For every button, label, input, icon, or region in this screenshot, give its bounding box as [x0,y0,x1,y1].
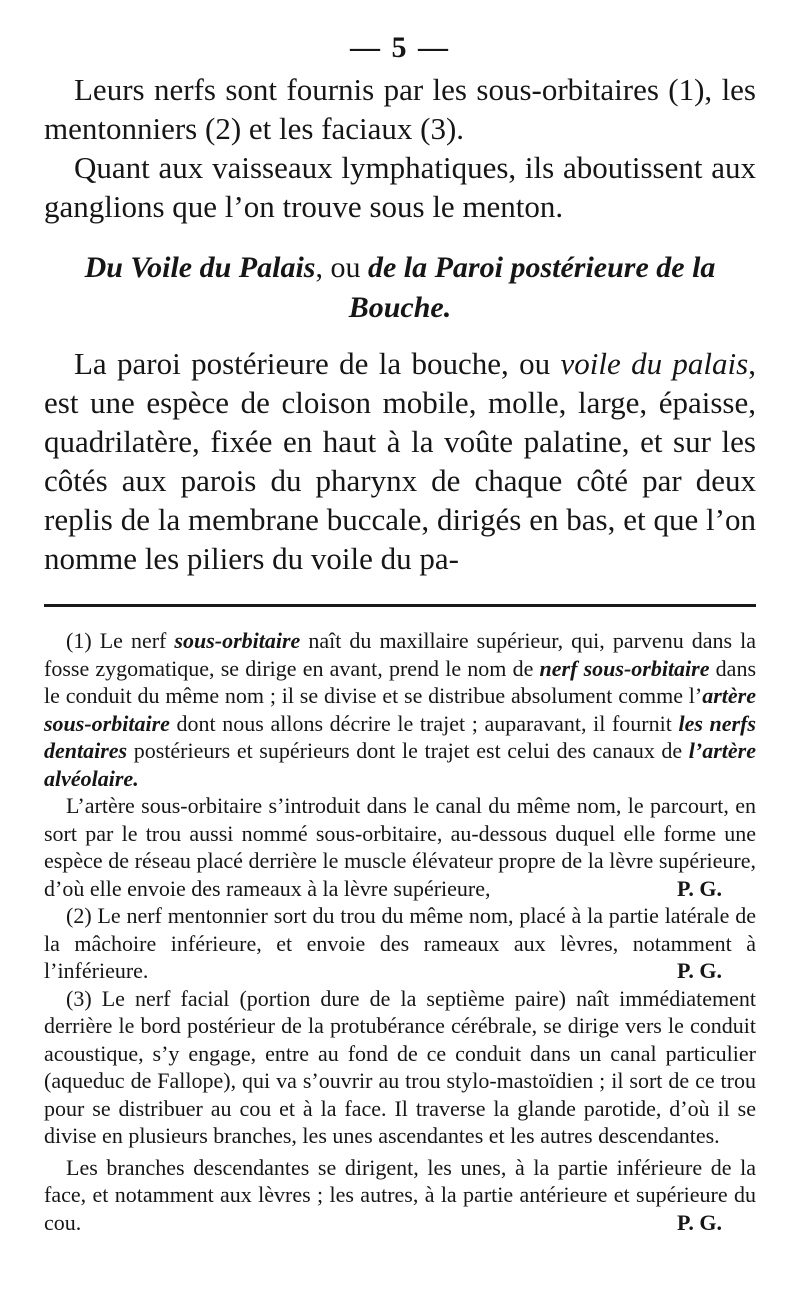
fn2-signature: P. G. [676,958,722,983]
section-title [44,248,756,328]
footnote-3 [44,985,756,1150]
footnote-1-continuation [44,792,756,902]
voile-term: voile du palais [560,346,749,381]
footnote-3-continuation [44,1154,756,1237]
fn1-em2: nerf sous-orbitaire [539,655,710,681]
fn1-em1: sous-orbitaire [174,628,301,653]
fn1-signature: P. G. [676,875,722,901]
paragraph-lymphatics: Quant aux vaisseaux lymphatiques, ils aboutissent aux ganglions que l’on trouve sous le menton. [44,150,756,224]
footnote-divider [44,604,756,607]
fn3-sub: Les branches descendantes se dirigent, les unes, à la partie inférieure de la face, et notamment aux lèvres ; les autres, à la partie antérieure et supérieure du cou. [44,1154,756,1235]
fn1-d: dont nous allons décrire le trajet ; auparavant, il fournit [169,710,679,736]
fn3-text: (3) Le nerf facial (portion dure de la septième paire) naît immédiatement derrière le bord postérieur de la protubérance cérébrale, se dirige vers le conduit acoustique, s’y engage, entre au fond de ce conduit dans un canal particulier (aqueduc de Fallope), qui va s’ouvrir au trou stylo-mastoïdien ; il sort de ce trou pour se distribuer au cou et à la face. Il traverse la glande parotide, d’où il se divise en plusieurs branches, les unes ascendantes et les autres descendantes. [44,985,756,1148]
fn1-em5: l’artère alvéolaire. [44,738,756,791]
paragraph-voile [44,344,756,578]
fn3-signature: P. G. [676,1209,722,1235]
fn1-b: naît du maxillaire supérieur, qui, parvenu dans la fosse zygomatique, se dirige en avant, prend le nom de [44,628,756,681]
fn1-e: postérieurs et supérieurs dont le trajet est celui des canaux de [127,738,689,763]
fn1-a: (1) Le nerf [66,628,175,653]
voile-text-b: , est une espèce de cloison mobile, molle, large, épaisse, quadrilatère, fixée en haut à la voûte palatine, et sur les côtés aux parois du pharynx de chaque côté par deux replis de la membrane buccale, dirigés en bas, et que l’on nomme les piliers du voile du pa- [44,346,756,576]
voile-text-a: La paroi postérieure de la bouche, ou [74,346,561,381]
fn1-sub: L’artère sous-orbitaire s’introduit dans le canal du même nom, le parcourt, en sort par le trou aussi nommé sous-orbitaire, au-dessous duquel elle forme une espèce de réseau placé derrière le muscle élévateur propre de la lèvre supérieure, d’où elle envoie des rameaux à la lèvre supérieure, [44,793,756,901]
page-number: — 5 — [350,31,450,64]
fn1-em3: artère sous-orbitaire [44,683,756,736]
fn1-c: dans le conduit du même nom ; il se divise et se distribue absolument comme l’ [44,655,757,708]
paragraph-nerves: Leurs nerfs sont fournis par les sous-orbitaires (1), les mentonniers (2) et les faciaux (3). [44,72,756,146]
section-title-or: ou [330,251,361,284]
section-title-part3: de la Paroi postérieure de la Bouche. [348,251,716,324]
fn1-em4: les nerfs dentaires [44,710,756,763]
footnote-2 [44,902,756,985]
section-title-part1: Du Voile du Palais [84,251,316,284]
fn2-text: (2) Le nerf mentonnier sort du trou du même nom, placé à la partie latérale de la mâchoire inférieure, et envoie des rameaux aux lèvres, notamment à l’inférieure. [44,903,756,983]
footnote-1 [44,627,756,792]
section-title-comma: , [315,251,331,284]
